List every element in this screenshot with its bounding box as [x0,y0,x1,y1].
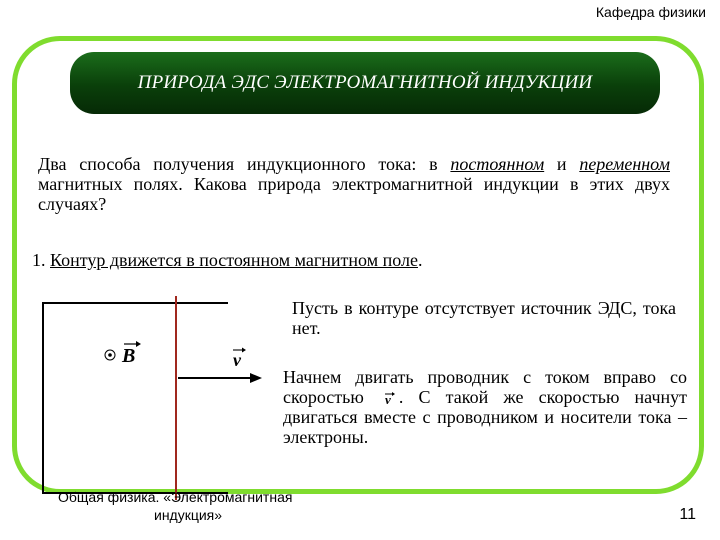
inline-velocity-icon [379,391,399,405]
paragraph-motion-text-2: . С такой же скоростью начнут двигаться вместе с проводником и носители тока – электроны. [283,387,687,447]
case-number: 1. [32,250,50,270]
case-text: Контур движется в постоянном магнитном поле [50,250,418,270]
footer-line-1: Общая физика. «Электромагнитная [58,489,293,505]
paragraph-motion [283,367,687,447]
footer-course [58,488,338,524]
slide-title: ПРИРОДА ЭДС ЭЛЕКТРОМАГНИТНОЙ ИНДУКЦИИ [137,72,593,93]
paragraph-no-source: Пусть в контуре отсутствует источник ЭДС, тока нет. [292,298,676,338]
case-end: . [417,250,423,270]
department-label: Кафедра физики [595,4,706,20]
footer-line-2: индукция» [154,507,223,523]
paragraph-motion-text-1: Начнем двигать проводник с током вправо со скоростью [283,367,687,407]
intro-text-2: и [544,154,580,174]
intro-text-1: Два способа получения индукционного тока: в [38,154,451,174]
page-number: 11 [679,506,696,523]
velocity-label: v [233,350,241,370]
field-label: B [122,345,136,367]
velocity-arrow-icon [178,373,262,383]
svg-text:v: v [384,392,391,405]
intro-text-3: магнитных полях. Какова природа электромагнитной индукции в этих двух случаях? [38,174,670,214]
field-dot-icon [105,350,115,360]
intro-word-constant: постоянном [450,154,545,174]
intro-word-variable: переменном [579,154,670,174]
